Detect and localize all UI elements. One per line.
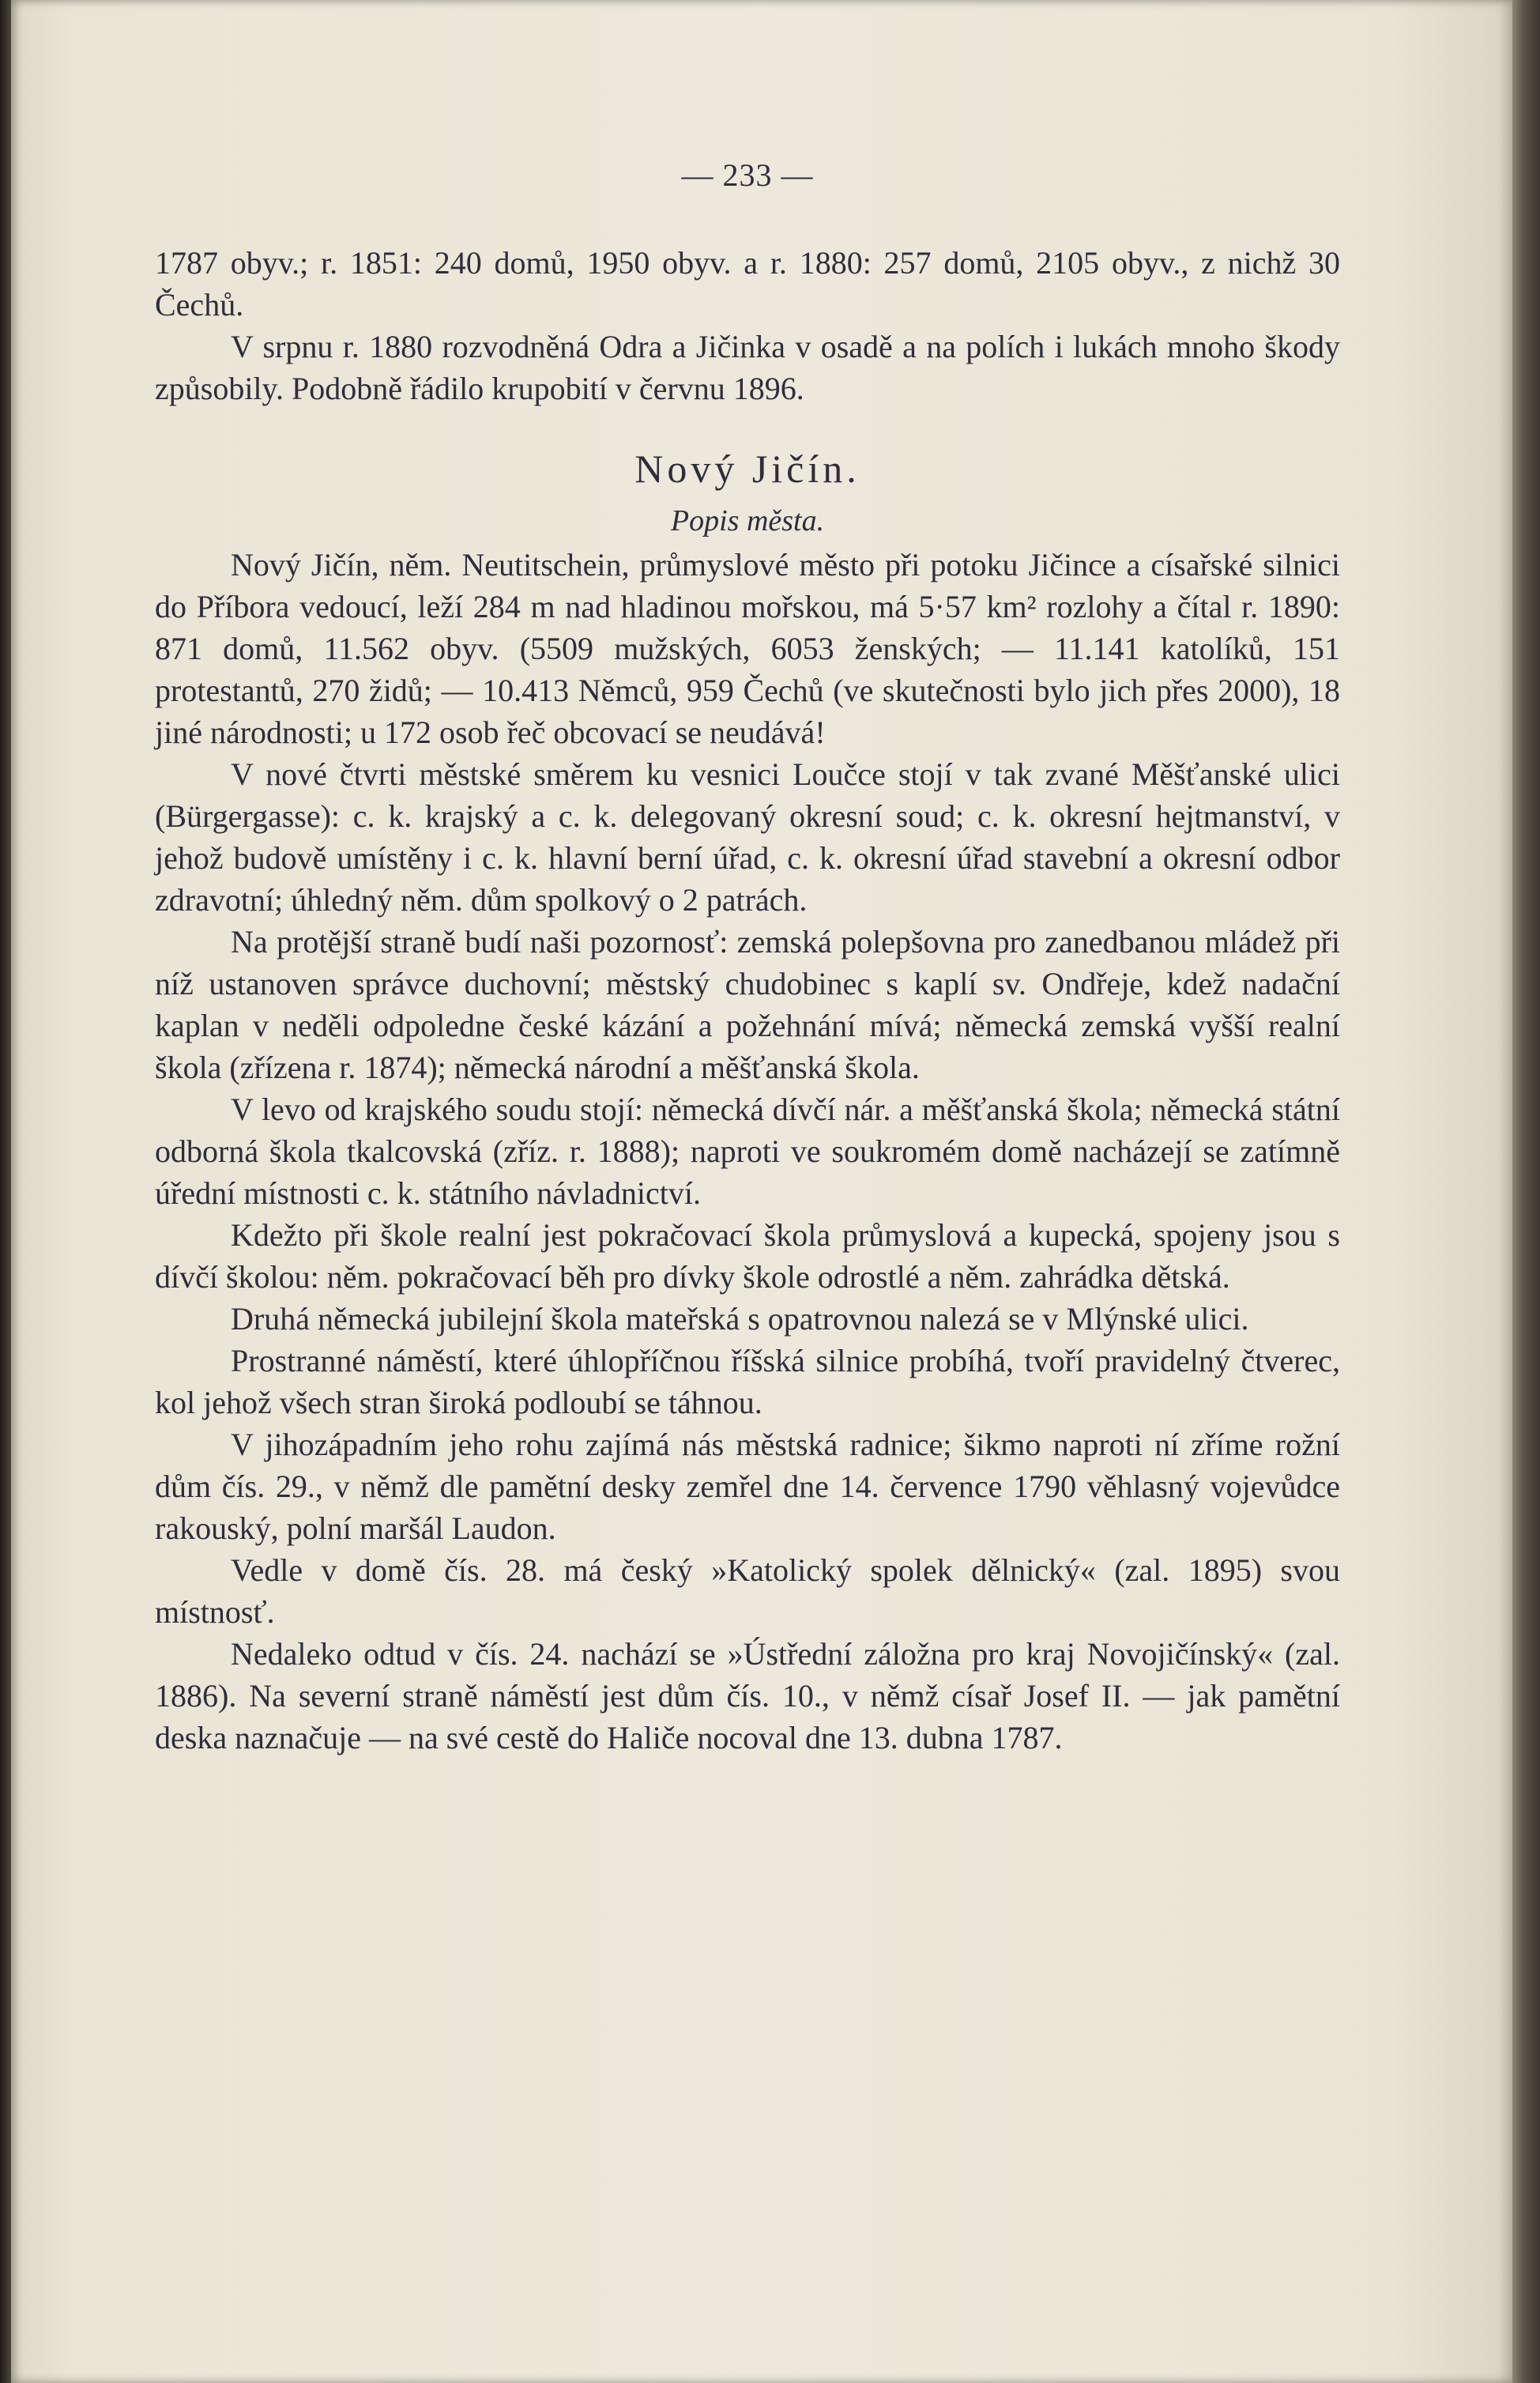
body-paragraph: Druhá německá jubilejní škola mateřská s opatrovnou nalezá se v Mlýnské ulici. xyxy=(231,1301,1249,1337)
body-paragraph: Prostranné náměstí, které úhlopříčnou říšská silnice probíhá, tvoří pravidelný čtverec, kol jehož všech stran široká podloubí se táhnou. xyxy=(155,1343,1340,1420)
body-paragraph: Nedaleko odtud v čís. 24. nachází se »Ústřední záložna pro kraj Novojičínský« (zal. 1886). Na severní straně náměstí jest dům čís. 10., v němž císař Josef II. — jak pamětní deska naznačuje — na své cestě do Haliče nocoval dne 13. dubna 1787. xyxy=(155,1636,1340,1755)
page-text-block xyxy=(155,154,1340,1759)
body-paragraph: Kdežto při škole realní jest pokračovací škola průmyslová a kupecká, spojeny jsou s dívčí školou: něm. pokračovací běh pro dívky škole odrostlé a něm. zahrádka dětská. xyxy=(155,1217,1340,1295)
body-paragraph: Nový Jičín, něm. Neutitschein, průmyslové město při potoku Jičince a císařské silnici do Příbora vedoucí, leží 284 m nad hladinou mořskou, má 5·57 km² rozlohy a čítal r. 1890: 871 domů, 11.562 obyv. (5509 mužských, 6053 ženských; — 11.141 katolíků, 151 protestantů, 270 židů; — 10.413 Němců, 959 Čechů (ve skutečnosti bylo jich přes 2000), 18 jiné národnosti; u 172 osob řeč obcovací se neudává! xyxy=(155,547,1340,750)
body-paragraph: V jihozápadním jeho rohu zajímá nás městská radnice; šikmo naproti ní zříme rožní dům čís. 29., v němž dle pamětní desky zemřel dne 14. července 1790 věhlasný vojevůdce rakouský, polní maršál Laudon. xyxy=(155,1427,1340,1546)
page-number: — 233 — xyxy=(681,157,814,193)
book-gutter-shadow xyxy=(0,0,11,2383)
body-paragraph: V levo od krajského soudu stojí: německá dívčí nár. a měšťanská škola; německá státní odborná škola tkalcovská (zříz. r. 1888); naproti ve soukromém domě nacházejí se zatímně úřední místnosti c. k. státního návladnictví. xyxy=(155,1092,1340,1211)
book-page xyxy=(11,0,1512,2383)
intro-paragraph-1: 1787 obyv.; r. 1851: 240 domů, 1950 obyv. a r. 1880: 257 domů, 2105 obyv., z nichž 30 Čechů. xyxy=(155,245,1340,322)
body-paragraph: V nové čtvrti městské směrem ku vesnici Loučce stojí v tak zvané Měšťanské ulici (Bürgergasse): c. k. krajský a c. k. delegovaný okresní soud; c. k. okresní hejtmanství, v jehož budově umístěny i c. k. hlavní berní úřad, c. k. okresní úřad stavební a okresní odbor zdravotní; úhledný něm. dům spolkový o 2 patrách. xyxy=(155,756,1340,918)
section-title: Nový Jičín. xyxy=(634,447,860,491)
book-fore-edge xyxy=(1512,0,1540,2383)
intro-paragraph-2: V srpnu r. 1880 rozvodněná Odra a Jičinka v osadě a na polích i lukách mnoho škody způsobily. Podobně řádilo krupobití v červnu 1896. xyxy=(155,329,1340,406)
body-paragraph: Na protější straně budí naši pozornosť: zemská polepšovna pro zanedbanou mládež při níž ustanoven správce duchovní; městský chudobinec s kaplí sv. Ondřeje, kdež nadační kaplan v neděli odpoledne české kázání a požehnání mívá; německá zemská vyšší realní škola (zřízena r. 1874); německá národní a měšťanská škola. xyxy=(155,924,1340,1085)
body-paragraph: Vedle v domě čís. 28. má český »Katolický spolek dělnický« (zal. 1895) svou místnosť. xyxy=(155,1552,1340,1630)
section-subtitle: Popis města. xyxy=(670,504,825,537)
